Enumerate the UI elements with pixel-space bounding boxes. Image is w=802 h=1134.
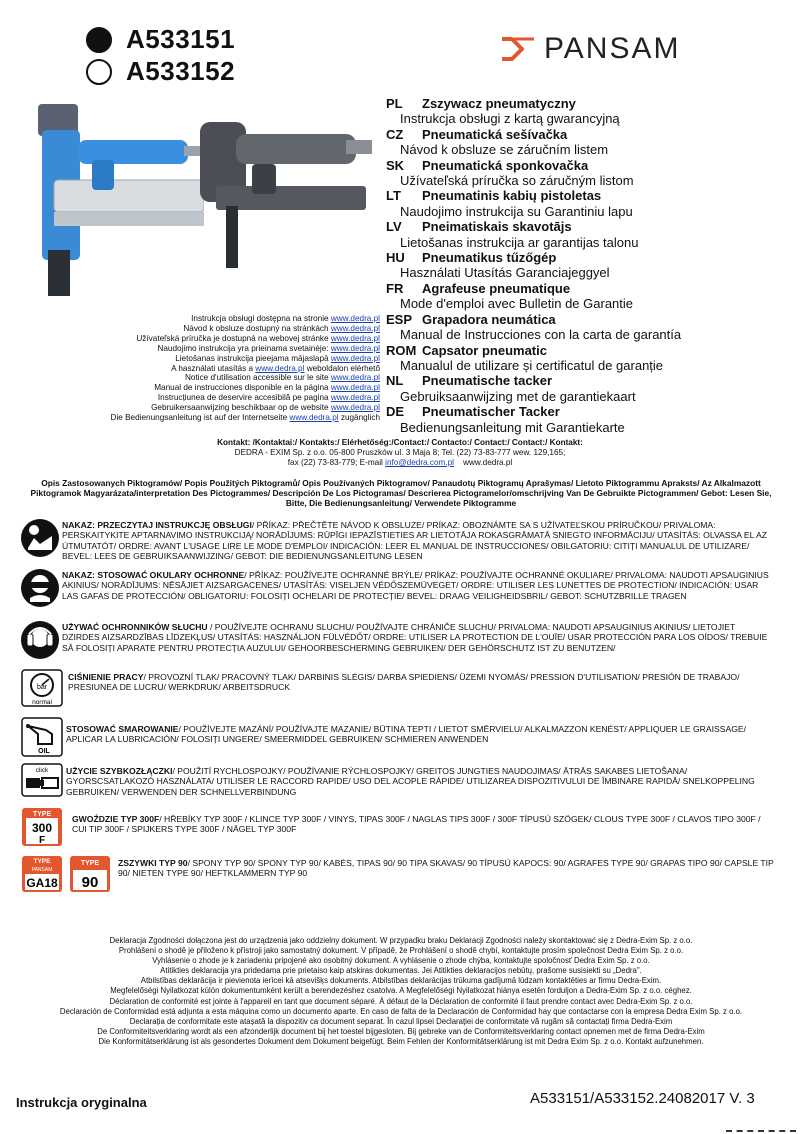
language-product-name: Agrafeuse pneumatique — [422, 280, 571, 296]
declaration-line: Megfelelőségi Nyilatkozat külön dokumentumként került a berendezéshez csatolva. A Megfelelőségi Nyilatkozat hiánya esetén forduljon a Dedra-Exim Sp. z o.o. céghez. — [110, 986, 692, 996]
language-code: CZ — [386, 126, 404, 142]
pictogram-text: GWOŹDZIE TYP 300F/ HŘEBÍKY TYP 300F / KLINCE TYP 300F / VINYS, TIPAS 300F / NAGLAS TIPS 300F / 300F TÍPUSÚ SZÖGEK/ CLOUS TYPE 300F / CLAVOS TIPO 300F / CUI TIP 300F / SPIJKERS TYPE 300F / NÄGEL TYP 300F — [72, 814, 761, 835]
pansam-logo-icon — [500, 35, 536, 63]
empty-circle-icon — [86, 59, 112, 85]
online-note-text: Gebruikersaanwijzing beschikbaar op de website — [151, 403, 331, 413]
dedra-website-link[interactable]: www.dedra.pl — [289, 413, 339, 423]
language-subtitle: Instrukcja obsługi z kartą gwarancyjną — [400, 111, 620, 127]
blue-stapler-photo — [34, 100, 204, 300]
language-product-name: Pneumatischer Tacker — [422, 404, 560, 420]
svg-text:click: click — [35, 767, 49, 774]
language-subtitle: Használati Utasítás Garanciajeggyel — [400, 265, 610, 281]
model-row-2 — [86, 56, 235, 87]
dedra-website-link[interactable]: www.dedra.pl — [330, 393, 380, 403]
language-code: LV — [386, 219, 402, 235]
language-code: ESP — [386, 311, 413, 327]
language-title-esp — [386, 312, 796, 327]
language-title-nl — [386, 373, 796, 388]
pictogram-text: ZSZYWKI TYP 90/ SPONY TYP 90/ SPONY TYP 90/ KABĖS, TIPAS 90/ 90 TIPA SKAVAS/ 90 TÍPUSÚ KAPOCS: 90/ AGRAFES TYPE 90/ GRAPAS TIPO 90/ CAPSLE TIP 90/ NIETEN TYPE 90/ HEFTKLAMMERN TYP 90 — [118, 858, 774, 879]
pictogram-row-nails — [20, 806, 780, 850]
online-note-text: Manual de instrucciones disponible en la página — [154, 383, 331, 393]
language-list — [386, 96, 796, 435]
brand-logo — [500, 32, 680, 66]
svg-text:bar: bar — [36, 684, 48, 691]
declaration-line: Prohlášení o shodě je přiloženo k přístroji jako samostatný dokument. V případě, že Prohlášení o shodě chybí, kontaktujte prosím společnost Dedra Exim Sp. z o.o. — [118, 946, 684, 956]
dedra-website-link[interactable]: www.dedra.pl — [330, 383, 380, 393]
language-code: ROM — [386, 342, 417, 358]
svg-text:TYPE: TYPE — [32, 811, 52, 818]
online-note-line — [40, 354, 380, 364]
model-code: A533152 — [126, 56, 236, 86]
ear-protection-icon — [20, 620, 60, 660]
oil-can-icon — [20, 716, 64, 758]
online-note-line — [40, 344, 380, 354]
pictogram-text: NAKAZ: PRZECZYTAJ INSTRUKCJĘ OBSŁUGI/ PŘÍKAZ: PŘEČTĚTE NÁVOD K OBSLUZE/ PRÍKAZ: OBOZNÁMTE SA S UŽÍVATEĽSKOU PRÍRUČKOU/ PRIVALOMA: PERSKAITYKITE APTARNAVIMO INSTRUKCIJĄ/ NORĀDĪJUMS: RŪPĪGI IEPAZĪSTIETIES AR LIETOTĀJA ROKASGRĀMATĀ SNIEGTO INFORMĀCIJU/ UTASÍTÁS: OLVASSA EL AZ ÚTMUTATÓT/ ORDRE: AVANT L'USAGE LIRE LE MODE D'EMPLOI/ INDICACIÓN: LEER EL MANUAL DE INSTRUCCIONES/ OBILGATORIU: CITIȚI MANUALUL DE UTILIZARE/ BEVEL: LEES DE GEBRUIKSAANWIJZING/ GEBOT: DIE BEDIENUNGSANLEITUNG LESEN — [62, 520, 767, 562]
language-subtitle: Manual de Instrucciones con la carta de garantía — [400, 327, 682, 343]
svg-text:300: 300 — [31, 821, 53, 835]
language-title-de — [386, 404, 796, 419]
language-code: SK — [386, 157, 405, 173]
contact-label: Kontakt: /Kontaktai:/ Kontakts:/ Elérhetőség:/Contact:/ Contacto:/ Contact:/ Contact:/ Kontakt: — [217, 438, 583, 447]
language-title-hu — [386, 250, 796, 265]
svg-text:F: F — [38, 835, 46, 846]
language-product-name: Pneumatische tacker — [422, 373, 553, 389]
online-note-line — [40, 413, 380, 423]
quick-coupler-icon — [20, 762, 64, 798]
online-note-line — [40, 393, 380, 403]
brand-name: PANSAM — [544, 32, 681, 65]
online-manual-notes — [40, 314, 380, 423]
pictogram-row-coupler — [20, 762, 780, 798]
language-subtitle: Lietošanas instrukcija ar garantijas talonu — [400, 234, 639, 250]
pressure-gauge-icon — [20, 668, 66, 708]
pictogram-row-staples — [20, 854, 780, 894]
pictogram-text: CIŚNIENIE PRACY/ PROVOZNÍ TLAK/ PRACOVNÝ TLAK/ DARBINIS SLĖGIS/ DARBA SPIEDIENS/ ÜZEMI NYOMÁS/ PRESSION D'UTILISATION/ PRESIÓN DE TRABAJO/ PRESIUNEA DE LUCRU/ WERKDRUK/ ARBEITSDRUCK — [68, 672, 740, 693]
pictogram-text: STOSOWAĆ SMAROWANIE/ POUŽÍVEJTE MAZÁNÍ/ POUŽÍVAJTE MAZANIE/ BŪTINA TEPTI / LIETOT SMĒRVIELU/ ALKALMAZZON KENÉST/ APPLIQUER LE GRAISSAGE/ APLICAR LA LUBRICACIÓN/ FOLOSIȚI UNGERE/ SMEERMIDDEL GEBRUIKEN/ SCHMIEREN ANWENDEN — [66, 724, 747, 745]
online-note-line — [40, 364, 380, 374]
language-subtitle: Bedienungsanleitung mit Garantiekarte — [400, 419, 625, 435]
online-note-text: Instrukcja obsługi dostępna na stronie — [191, 314, 331, 323]
read-manual-icon — [20, 518, 60, 558]
pictogram-row-ear-protection — [20, 620, 780, 660]
language-title-fr — [386, 281, 796, 296]
dedra-website-link[interactable]: www.dedra.pl — [330, 343, 380, 353]
declaration-line: Declaración de Conformidad está adjunta a esta máquina como un documento aparte. En caso de falta de la Declaración de Conformidad hay que contactarse con la empresa Dedra Exim Sp. z o.o. — [59, 1006, 743, 1016]
language-product-name: Pneumatická sešívačka — [422, 126, 568, 142]
black-stapler-photo — [196, 116, 376, 276]
svg-text:PANSAM: PANSAM — [31, 867, 53, 873]
dedra-website-link[interactable]: www.dedra.pl — [330, 314, 380, 323]
language-title-lt — [386, 188, 796, 203]
contact-fax-line — [150, 458, 650, 468]
online-note-text: Naudojimo instrukcija yra prieinama svetainėje: — [157, 343, 331, 353]
language-subtitle: Naudojimo instrukcija su Garantiniu lapu — [400, 203, 633, 219]
pictogram-row-read-manual — [20, 518, 780, 562]
online-note-text: Notice d'utilisation accessible sur le site — [185, 373, 331, 383]
declaration-line: De Conformiteitsverklaring wordt als een afzonderlijk document bij het toestel bijgesloten. Bij gebreke van de Conformiteitsverklaring contact opnemen met de firma Dedra-Exim — [97, 1026, 705, 1036]
dedra-website-link[interactable]: www.dedra.pl — [330, 353, 380, 363]
pictogram-title: Opis Zastosowanych Piktogramów/ Popis Použitých Piktogramů/ Opis Používaných Piktogramov/ Panaudotų Piktogramų Aprašymas/ Lietoto Piktogrammu Apraksts/ Az Alkalmazott Piktogramok Magyarázata/interpretation Des Pictogrammes/ Descripción De Los Pictogramas/ Descrierea Pictogramelor/omschrijving Van De Gebruikte Pictogrammen/ Gebot: Lesen Sie, Bitte, Die Bedienungsanleitung/ Verwendete Piktogramme — [30, 478, 772, 508]
language-subtitle: Návod k obsluze se záručním listem — [400, 142, 609, 158]
online-note-text: Lietošanas instrukcija pieejama mājaslapā — [175, 353, 331, 363]
language-code: DE — [386, 404, 405, 420]
pictogram-row-oil — [20, 716, 780, 760]
language-title-rom — [386, 343, 796, 358]
svg-text:TYPE: TYPE — [80, 860, 100, 867]
language-code: HU — [386, 250, 405, 266]
declaration-line: Atbilstības deklarācija ir pievienota ierīcei kā atsevišķs dokuments. Atbilstības deklarācijas trūkuma gadījumā lūdzam kontaktēties ar firmu Dedra-Exim. — [140, 976, 662, 986]
language-product-name: Pneumatická sponkovačka — [422, 157, 589, 173]
svg-text:TYPE: TYPE — [33, 858, 51, 865]
online-note-line — [40, 403, 380, 413]
online-note-line — [40, 383, 380, 393]
contact-block — [150, 438, 650, 468]
declaration-line: Die Konformitätserklärung ist als gesondertes Dokument dem Dokument beigefügt. Beim Fehlen der Konformitätserklärung ist mit Dedra Exim Sp. z o.o. Kontakt aufzunehmen. — [98, 1036, 704, 1046]
dedra-website-link[interactable]: www.dedra.pl — [330, 333, 380, 343]
pictogram-row-safety-glasses — [20, 568, 780, 614]
language-product-name: Zszywacz pneumatyczny — [422, 96, 576, 111]
declaration-line: Declarația de conformitate este atașată la dispozitiv ca document separat. În cazul lipsei Declarației de conformitate vă rugăm să contactați firma Dedra-Exim — [129, 1016, 673, 1026]
language-subtitle: Manualul de utilizare și certificatul de garanție — [400, 357, 664, 373]
contact-web: www.dedra.pl — [463, 458, 513, 467]
svg-text:GA18: GA18 — [26, 876, 58, 890]
language-code: PL — [386, 96, 403, 111]
svg-text:normal: normal — [32, 699, 52, 706]
language-title-lv — [386, 219, 796, 234]
language-product-name: Pneumatinis kabių pistoletas — [422, 188, 602, 204]
language-code: LT — [386, 188, 401, 204]
online-note-text: A használati utasítás a — [171, 363, 256, 373]
svg-text:90: 90 — [81, 874, 99, 891]
language-title-sk — [386, 158, 796, 173]
online-note-suffix: weboldalon elérhető — [304, 363, 380, 373]
online-note-text: Die Bedienungsanleitung ist auf der Internetseite — [110, 413, 290, 423]
language-code: NL — [386, 373, 404, 389]
declarations-block — [20, 936, 782, 1047]
language-code: FR — [386, 280, 404, 296]
contact-email-link[interactable]: info@dedra.com.pl — [385, 458, 454, 467]
online-note-text: Instrucțiunea de deservire accesibilă pe pagina — [157, 393, 331, 403]
dedra-website-link[interactable]: www.dedra.pl — [330, 373, 380, 383]
language-subtitle: Užívateľská príručka so záručným listom — [400, 173, 634, 189]
dedra-website-link[interactable]: www.dedra.pl — [255, 363, 305, 373]
nail-type-300f-icon — [20, 806, 64, 848]
pictogram-text: NAKAZ: STOSOWAĆ OKULARY OCHRONNE/ PŘÍKAZ: POUŽÍVEJTE OCHRANNÉ BRÝLE/ PRÍKAZ: POUŽÍVAJTE OCHRANNÉ OKULIARE/ PRIVALOMA: NAUDOTI APSAUGINIUS AKINIUS/ NORĀDĪJUMS: NĒSĀJIET AIZSARGACENES/ UTASÍTÁS: VISELJEN VÉDŐSZEMÜVEGET/ ORDRE: UTILISER LES LUNETTES DE PROTECTION/ INDICACIÓN: USAR LAS GAFAS DE PROTECCIÓN/ OBLIGATORIU: FOLOSIȚI OCHELARI DE PROTECȚIE/ BEVEL: DRAAG VEILIGHEIDSBRIL/ GEBOT: SCHUTZBRILLE TRAGEN — [62, 570, 769, 601]
declaration-line: Vyhlásenie o zhode je k zariadeniu pripojené ako osobitný dokument. A vyhlásenie o zhode chýba, kontaktujte spoločnosť Dedra Exim Sp. z o.o. — [152, 956, 650, 966]
language-product-name: Capsator pneumatic — [422, 342, 547, 358]
svg-text:OIL: OIL — [38, 748, 50, 755]
pictogram-row-pressure — [20, 668, 780, 708]
online-note-text: Návod k obsluze dostupný na stránkách — [183, 323, 331, 333]
online-note-line — [40, 314, 380, 324]
contact-fax: fax (22) 73-83-779; E-mail — [287, 458, 386, 467]
footer-document-code: A533151/A533152.24082017 V. 3 — [530, 1090, 755, 1107]
contact-address: DEDRA - EXIM Sp. z o.o. 05-800 Pruszków ul. 3 Maja 8; Tel. (22) 73-83-777 wew. 129,165; — [234, 448, 566, 457]
online-note-line — [40, 373, 380, 383]
model-code: A533151 — [126, 24, 236, 54]
online-note-line — [40, 334, 380, 344]
filled-circle-icon — [86, 27, 112, 53]
online-note-text: Užívateľská príručka je dostupná na webovej stránke — [136, 333, 331, 343]
language-product-name: Pneumatikus tűzőgép — [422, 250, 557, 266]
dedra-website-link[interactable]: www.dedra.pl — [330, 323, 380, 333]
bottom-divider — [726, 1130, 796, 1132]
safety-glasses-icon — [20, 568, 60, 608]
language-product-name: Grapadora neumática — [422, 311, 556, 327]
language-subtitle: Gebruiksaanwijzing met de garantiekaart — [400, 388, 636, 404]
pictogram-text: UŻYWAĆ OCHRONNIKÓW SŁUCHU / POUŽÍVEJTE OCHRANU SLUCHU/ POUŽÍVAJTE CHRÁNIČE SLUCHU/ PRIVALOMA: NAUDOTI APSAUGINIUS AKINIUS/ LIETOJIET DZIRDES AIZSARDZĪBAS LĪDZEKĻUS/ UTASÍTÁS: HASZNÁLJON FÜLVÉDŐT/ ORDRE: UTILISER LA PROTECTION DE L'OUÏE/ USAR PROTECCIÓN PARA LOS OÍDOS/ TREBUIE SĂ FOLOSIȚI APARATE PENTRU PROTECȚIA AUZULUI/ GEHOORBESCHERMING GEBRUIKEN/ DER GEHÖRSCHUTZ IST ZU BENUTZEN/ — [62, 622, 768, 653]
language-product-name: Pneimatiskais skavotājs — [422, 219, 572, 235]
language-title-cz — [386, 127, 796, 142]
model-row-1 — [86, 24, 235, 55]
declaration-line: Déclaration de conformité est jointe à l'appareil en tant que document séparé. À défaut de la Déclaration de conformité il faut prendre contact avec Dedra-Exim Sp. z o.o. — [109, 996, 693, 1006]
language-subtitle: Mode d'emploi avec Bulletin de Garantie — [400, 296, 634, 312]
language-title-pl — [386, 96, 796, 111]
pictogram-text: UŻYCIE SZYBKOZŁĄCZKI/ POUŽITÍ RYCHLOSPOJKY/ POUŽÍVANIE RÝCHLOSPOJKY/ GREITOS JUNGTIES NAUDOJIMAS/ ĀTRĀS SAKABES LIETOŠANA/ GYORSCSATLAKOZÓ HASZNÁLATA/ UTILISER LE RACCORD RAPIDE/ USO DEL ACOPLE RÁPIDE/ UTILIZAREA DISPOZITIVULUI DE ÎMBINARE RAPIDĂ/ SNELKOPPELING GEBRUIKEN/ VERWENDEN DER SCHNELLVERBINDUNG — [66, 766, 755, 797]
declaration-line: Deklaracja Zgodności dołączona jest do urządzenia jako oddzielny dokument. W przypadku braku Deklaracji Zgodności należy skontaktować się z Dedra-Exim Sp. z o.o. — [109, 936, 693, 945]
staple-type-90-icon — [20, 854, 112, 894]
footer-original-label: Instrukcja oryginalna — [16, 1095, 147, 1110]
online-note-line — [40, 324, 380, 334]
online-note-suffix: zugänglich — [338, 413, 380, 423]
declaration-line: Atitikties deklaracija yra pridedama prie prietaiso kaip atskiras dokumentas. Jei Atitikties deklaracijos nebūtų, prašome susisiekti su „Dedra". — [160, 966, 642, 976]
dedra-website-link[interactable]: www.dedra.pl — [330, 403, 380, 413]
